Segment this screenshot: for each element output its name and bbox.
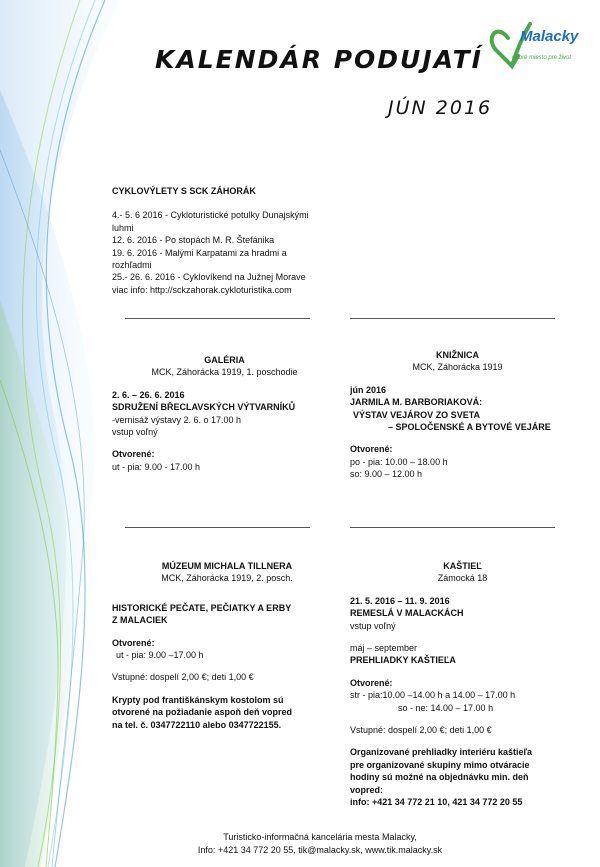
kniznica-open-hours: so: 9.00 – 12.00 h — [350, 469, 423, 480]
muzeum-event-line: HISTORICKÉ PEČATE, PEČIATKY A ERBY — [112, 602, 292, 613]
muzeum-event-line: Z MALACIEK — [112, 615, 168, 626]
cyklo-line: luhmi — [112, 222, 134, 233]
muzeum-heading: MÚZEUM MICHALA TILLNERA — [161, 561, 293, 571]
muzeum-note-line: Krypty pod františkánskym kostolom sú — [112, 694, 284, 705]
galeria-address: MCK, Záhorácka 1919, 1. poschodie — [151, 367, 298, 378]
page-subtitle: JÚN 2016 — [388, 97, 493, 119]
muzeum-section — [112, 560, 342, 731]
galeria-event: SDRUŽENÍ BŘECLAVSKÝCH VÝTVARNÍKŮ — [112, 402, 296, 413]
galeria-open-hours: ut - pia: 9.00 - 17.00 h — [112, 461, 201, 472]
kastiel-note-line: vopred: — [350, 784, 384, 795]
muzeum-open-label: Otvorené: — [112, 637, 155, 648]
kastiel-entry: vstup voľný — [350, 620, 396, 631]
cyklo-line: rozhľadmi — [112, 260, 152, 271]
cyklo-line: 19. 6. 2016 - Malými Karpatami za hradmi a — [112, 247, 287, 258]
kastiel-note-line: info: +421 34 772 21 10, 421 34 772 20 55 — [350, 797, 523, 808]
kniznica-address: MCK, Záhorácka 1919 — [412, 362, 503, 373]
galeria-line: vstup voľný — [112, 427, 158, 438]
divider — [350, 318, 555, 319]
kastiel-dates: 21. 5. 2016 – 11. 9. 2016 — [350, 595, 450, 606]
divider — [125, 527, 310, 528]
kastiel-tours: PREHLIADKY KAŠTIEĽA — [350, 655, 456, 666]
kniznica-heading: KNIŽNICA — [436, 350, 479, 360]
kniznica-section — [350, 349, 565, 481]
footer-contact[interactable]: Info: +421 34 772 20 55, tik@malacky.sk, www.tik.malacky.sk — [197, 845, 443, 855]
galeria-section — [112, 354, 337, 473]
cyklo-line: 25.- 26. 6. 2016 - Cyklovíkend na Južnej Morave — [112, 272, 306, 283]
muzeum-admission: Vstupné: dospelí 2,00 €; deti 1,00 € — [112, 672, 254, 683]
muzeum-note-line: na tel. č. 0347722110 alebo 0347722155. — [112, 719, 282, 730]
kniznica-open-hours: po - pia: 10.00 – 18.00 h — [350, 456, 448, 467]
cyklo-line: viac info: http://sckzahorak.cykloturistika.com — [112, 284, 292, 295]
footer — [150, 831, 490, 857]
logo-tagline: dobré miesto pre život — [512, 55, 572, 61]
divider — [350, 527, 555, 528]
kniznica-event-line: VÝSTAV VEJÁROV ZO SVETA — [353, 409, 481, 420]
kastiel-open-label: Otvorené: — [350, 677, 393, 688]
kniznica-open-label: Otvorené: — [350, 444, 393, 455]
page-title: KALENDÁR PODUJATÍ — [155, 45, 483, 74]
logo-text: Malacky — [520, 28, 579, 45]
malacky-heart-logo-icon — [488, 16, 598, 76]
galeria-open-label: Otvorené: — [112, 449, 155, 460]
kastiel-note-line: hodiny sú možné na objednávku min. deň — [350, 772, 529, 783]
kastiel-section — [350, 560, 575, 809]
kniznica-event-line: JARMILA M. BARBORIAKOVÁ: — [350, 397, 483, 408]
galeria-dates: 2. 6. – 26. 6. 2016 — [112, 389, 185, 400]
kniznica-date: jún 2016 — [350, 384, 387, 395]
galeria-line: -vernisáž výstavy 2. 6. o 17.00 h — [112, 414, 242, 425]
cyklo-line: 12. 6. 2016 - Po stopách M. R. Štefánika — [112, 235, 275, 246]
divider — [125, 318, 310, 319]
kastiel-note-line: Organizované prehliadky interiéru kaštieľa — [350, 747, 533, 758]
kniznica-event-line: – SPOLOČENSKÉ A BYTOVÉ VEJÁRE — [388, 422, 551, 433]
kastiel-admission: Vstupné: dospelí 2,00 €; deti 1,00 € — [350, 725, 492, 736]
cyklo-line: 4.- 5. 6 2016 - Cykloturistické potulky Dunajskými — [112, 210, 309, 221]
footer-line: Turisticko-informačná kancelária mesta Malacky, — [223, 832, 417, 842]
cyklo-section — [112, 185, 372, 296]
kastiel-event: REMESLÁ V MALACKÁCH — [350, 608, 464, 619]
kastiel-period: máj – september — [350, 643, 418, 654]
cyklo-heading: CYKLOVÝLETY S SCK ZÁHORÁK — [112, 186, 256, 196]
muzeum-address: MCK, Záhorácka 1919, 2. posch. — [161, 573, 293, 584]
kastiel-open-hours: str - pia:10.00 –14.00 h a 14.00 – 17.00 h — [350, 690, 516, 701]
muzeum-note-line: otvorené na požiadanie aspoň deň vopred — [112, 707, 293, 718]
kastiel-open-hours: so - ne: 14.00 – 17.00 h — [398, 702, 494, 713]
galeria-heading: GALÉRIA — [204, 355, 245, 365]
kastiel-note-line: pre organizované skupiny mimo otváracie — [350, 759, 530, 770]
muzeum-open-hours: ut - pia: 9.00 –17.00 h — [116, 650, 204, 661]
kastiel-heading: KAŠTIEĽ — [443, 561, 482, 571]
kastiel-address: Zámocká 18 — [437, 573, 488, 584]
